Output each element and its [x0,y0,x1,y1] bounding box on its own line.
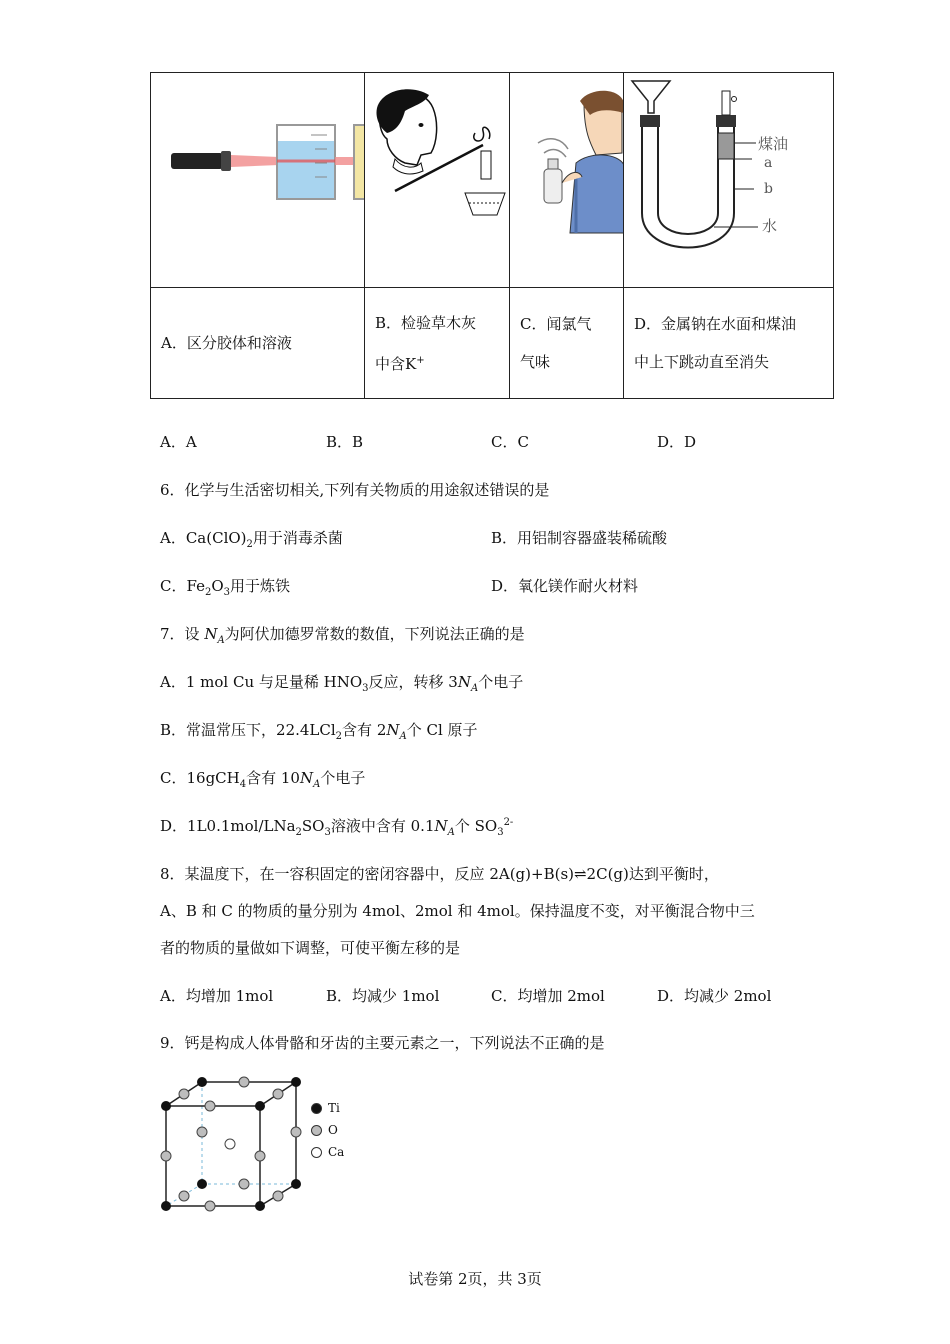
q8-stem-line1: 8．某温度下，在一容积固定的密闭容器中，反应 2A(g)+B(s)⇌2C(g)达到平衡时， [160,865,719,883]
q9-stem: 9．钙是构成人体骨骼和牙齿的主要元素之一，下列说法不正确的是 [160,1034,605,1052]
q6-option-a[interactable]: A．$Ca(ClO)_2$用于消毒杀菌 [160,529,343,550]
ca-dot-icon [311,1147,322,1158]
q7-option-b[interactable]: B．常温常压下，22.4LCl$_2$含有 $2N_A$个 Cl 原子 [160,721,478,742]
flame-test-illustration [365,73,510,283]
q8-option-d[interactable]: D．均减少 2mol [657,987,772,1005]
legend-o: O [311,1119,344,1141]
label-a: a [764,155,773,171]
q8-option-a[interactable]: A．均增加 1mol [160,987,274,1005]
caption-b: B．检验草木灰 中含K+ [365,288,510,399]
q6-option-b[interactable]: B．用铝制容器盛装稀硫酸 [491,529,668,547]
q6-stem: 6．化学与生活密切相关,下列有关物质的用途叙述错误的是 [160,481,550,499]
label-water: 水 [762,217,778,235]
legend-ca: Ca [311,1141,344,1163]
q7-option-c[interactable]: C．16gCH$_4$含有 $10N_A$个电子 [160,769,366,790]
label-kerosene: 煤油 [758,135,789,153]
image-cell-d [624,73,834,288]
caption-c: C．闻氯气 气味 [510,288,624,399]
q8-stem-line3: 者的物质的量做如下调整，可使平衡左移的是 [160,939,461,957]
q5-option-c[interactable]: C．C [491,433,529,451]
q7-option-a[interactable]: A．1 mol Cu 与足量稀 $HNO_3$反应，转移 $3N_A$个电子 [160,673,524,694]
caption-d: D．金属钠在水面和煤油 中上下跳动直至消失 [624,288,834,399]
tyndall-illustration [151,73,365,283]
image-cell-b [365,73,510,288]
q5-option-a[interactable]: A．A [160,433,197,451]
crystal-legend [311,1097,344,1163]
label-b: b [764,181,773,197]
page-footer: 试卷第 2页，共 3页 [408,1270,542,1288]
caption-a: A．区分胶体和溶液 [151,288,365,399]
q5-option-b[interactable]: B．B [326,433,364,451]
q6-option-d[interactable]: D．氧化镁作耐火材料 [491,577,639,595]
q8-option-c[interactable]: C．均增加 2mol [491,987,605,1005]
q8-stem-line2: A、B 和 C 的物质的量分别为 4mol、2mol 和 4mol。保持温度不变，对平衡混合物中三 [160,902,755,920]
experiment-table [150,72,834,399]
o-dot-icon [311,1125,322,1136]
image-cell-c [510,73,624,288]
smell-gas-illustration [510,73,624,283]
legend-ti: Ti [311,1097,344,1119]
q7-option-d[interactable]: D．$1L0.1mol/LNa_2SO_3$溶液中含有 $0.1N_A$个 $SO_3^{2-}$ [160,817,514,838]
q6-option-c[interactable]: C．$Fe_2O_3$用于炼铁 [160,577,291,598]
image-cell-a [151,73,365,288]
ti-dot-icon [311,1103,322,1114]
q5-option-d[interactable]: D．D [657,433,697,451]
u-tube-illustration [624,73,834,283]
q8-option-b[interactable]: B．均减少 1mol [326,987,440,1005]
q7-stem: 7．设 $N_A$为阿伏加德罗常数的数值，下列说法正确的是 [160,625,525,646]
